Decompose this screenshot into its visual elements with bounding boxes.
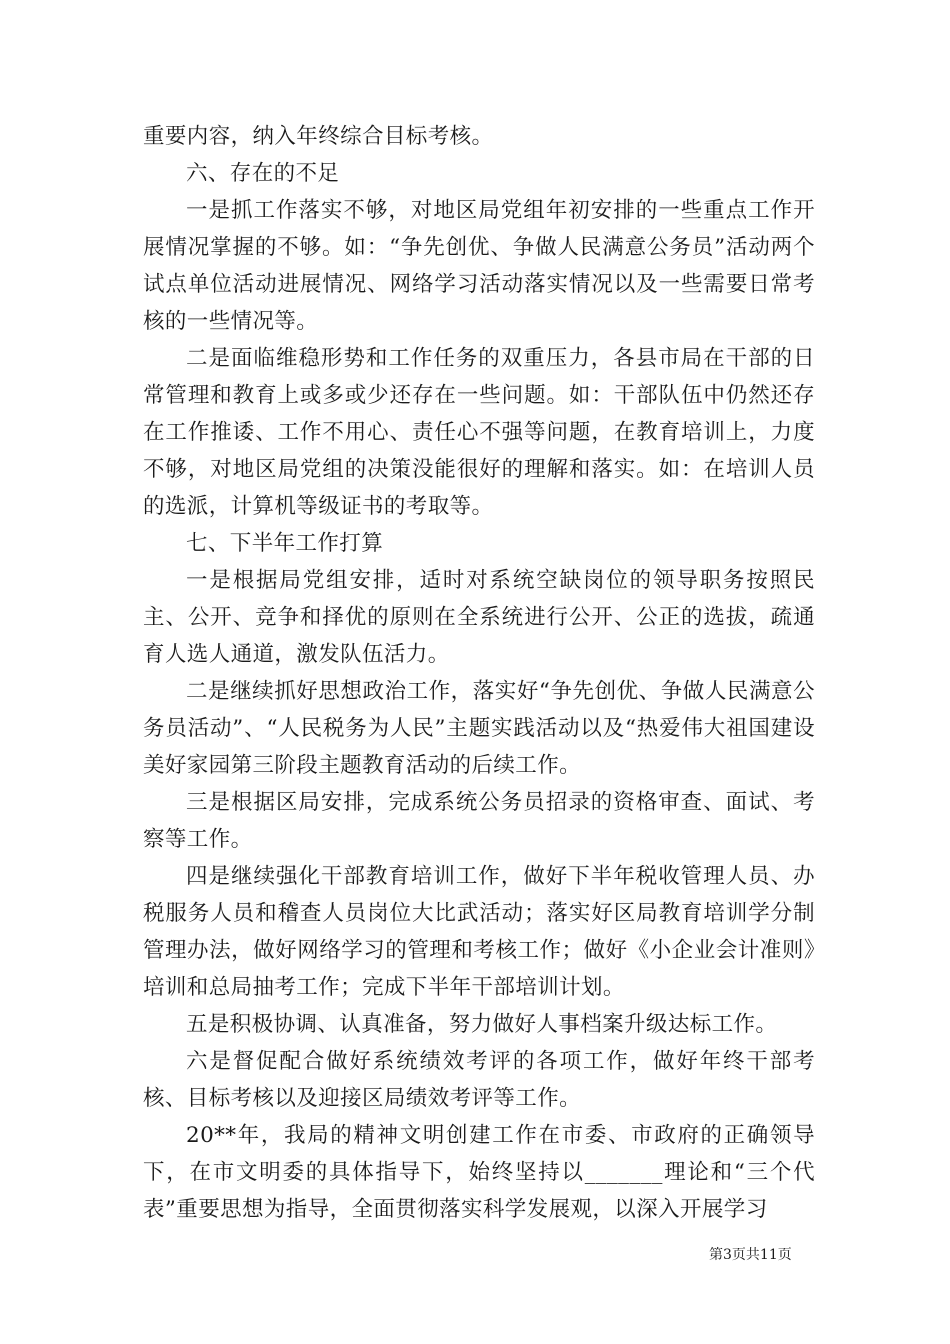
paragraph-shortcoming-2: 二是面临维稳形势和工作任务的双重压力，各县市局在干部的日常管理和教育上或多或少还存在一些问题。如：干部队伍中仍然还存在工作推诿、工作不用心、责任心不强等问题，在教育培训上，力度不够，对地区局党组的决策没能很好的理解和落实。如：在培训人员的选派，计算机等级证书的考取等。 [143, 346, 815, 519]
paragraph-plan-2: 二是继续抓好思想政治工作，落实好“争先创优、争做人民满意公务员活动”、“人民税务为人民”主题实践活动以及“热爱伟大祖国建设美好家园第三阶段主题教育活动的后续工作。 [143, 679, 815, 778]
paragraph-civilization-intro: 20**年，我局的精神文明创建工作在市委、市政府的正确领导下，在市文明委的具体指导下，始终坚持以_______理论和“三个代表”重要思想为指导，全面贯彻落实科学发展观，以深入开展学习 [143, 1123, 815, 1222]
paragraph-shortcoming-1: 一是抓工作落实不够，对地区局党组年初安排的一些重点工作开展情况掌握的不够。如：“争先创优、争做人民满意公务员”活动两个试点单位活动进展情况、网络学习活动落实情况以及一些需要日常考核的一些情况等。 [143, 198, 815, 334]
paragraph-plan-6: 六是督促配合做好系统绩效考评的各项工作，做好年终干部考核、目标考核以及迎接区局绩效考评等工作。 [143, 1049, 815, 1111]
paragraph-plan-5: 五是积极协调、认真准备，努力做好人事档案升级达标工作。 [186, 1012, 778, 1037]
document-body [143, 118, 815, 1228]
paragraph-plan-4: 四是继续强化干部教育培训工作，做好下半年税收管理人员、办税服务人员和稽查人员岗位大比武活动；落实好区局教育培训学分制管理办法，做好网络学习的管理和考核工作；做好《小企业会计准则》培训和总局抽考工作；完成下半年干部培训计划。 [143, 864, 815, 1000]
page-number: 第3页共11页 [709, 1247, 792, 1263]
paragraph-plan-3: 三是根据区局安排，完成系统公务员招录的资格审查、面试、考察等工作。 [143, 790, 815, 852]
continuation-paragraph: 重要内容，纳入年终综合目标考核。 [143, 124, 494, 149]
section-heading-shortcomings: 六、存在的不足 [186, 161, 340, 186]
section-heading-plans: 七、下半年工作打算 [186, 531, 384, 556]
paragraph-plan-1: 一是根据局党组安排，适时对系统空缺岗位的领导职务按照民主、公开、竞争和择优的原则在全系统进行公开、公正的选拔，疏通育人选人通道，激发队伍活力。 [143, 568, 815, 667]
